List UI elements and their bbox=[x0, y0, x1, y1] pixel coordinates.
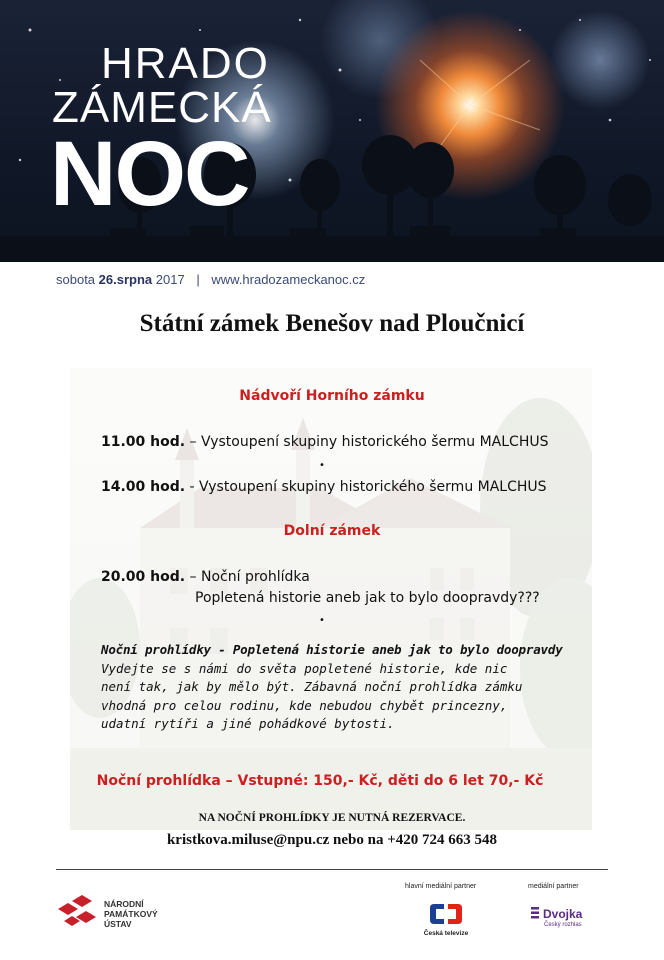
description-line: Vydejte se s námi do světa popletené historie, kde nic bbox=[101, 660, 508, 676]
main-partner-label: hlavní mediální partner bbox=[405, 883, 477, 890]
description-line: vhodná pro celou rodinu, kde nebudou chybět princezny, bbox=[101, 697, 508, 713]
npu-emblem-icon bbox=[56, 895, 100, 931]
event-logo bbox=[0, 0, 300, 262]
logo-line-zamecka: ZÁMECKÁ bbox=[52, 83, 272, 132]
event-year: 2017 bbox=[155, 272, 185, 287]
logo-line-hrado: HRADO bbox=[101, 39, 270, 88]
dvojka-logo bbox=[530, 905, 600, 935]
website-link[interactable]: www.hradozameckanoc.cz bbox=[211, 272, 366, 287]
media-partner-label: mediální partner bbox=[528, 883, 579, 890]
npu-name-line: ÚSTAV bbox=[104, 919, 132, 929]
program-time: 14.00 hod. bbox=[101, 479, 186, 495]
description-line: není tak, jak by mělo být. Zábavná noční prohlídka zámku bbox=[101, 679, 523, 694]
dvojka-emblem-icon bbox=[530, 905, 542, 921]
reservation-note: NA NOČNÍ PROHLÍDKY JE NUTNÁ REZERVACE. bbox=[198, 812, 466, 824]
contact-info[interactable]: kristkova.miluse@npu.cz nebo na +420 724 663 548 bbox=[166, 832, 498, 848]
program-text: - Vystoupení skupiny historického šermu MALCHUS bbox=[185, 479, 547, 495]
program-time: 11.00 hod. bbox=[101, 434, 186, 450]
program-text: – Noční prohlídka bbox=[185, 569, 310, 585]
event-day: sobota bbox=[56, 272, 96, 287]
hero-banner bbox=[0, 0, 664, 262]
program-row-2000-subtitle: Popletená historie aneb jak to bylo doopravdy??? bbox=[195, 590, 540, 606]
npu-name bbox=[104, 899, 158, 929]
tour-description bbox=[101, 641, 565, 734]
bullet-separator: • bbox=[319, 460, 325, 471]
program-row-2000 bbox=[101, 569, 310, 585]
program-text: – Vystoupení skupiny historického šermu MALCHUS bbox=[185, 434, 549, 450]
dvojka-name: Dvojka bbox=[543, 907, 583, 921]
npu-name-line: PAMÁTKOVÝ bbox=[104, 909, 158, 919]
event-date: 26.srpna bbox=[98, 272, 153, 287]
logo-line-noc: NOC bbox=[50, 123, 249, 225]
footer-divider bbox=[56, 869, 608, 870]
dateline-separator: | bbox=[196, 272, 200, 287]
admission-price: Noční prohlídka – Vstupné: 150,- Kč, děti do 6 let 70,- Kč bbox=[96, 773, 544, 789]
npu-name-line: NÁRODNÍ bbox=[104, 899, 144, 909]
event-dateline bbox=[56, 272, 365, 287]
ceska-televize-logo bbox=[420, 900, 472, 940]
dvojka-sub: Český rozhlas bbox=[544, 922, 582, 928]
venue-title: Státní zámek Benešov nad Ploučnicí bbox=[139, 310, 525, 337]
bullet-separator: • bbox=[319, 615, 325, 626]
ct-name: Česká televize bbox=[423, 930, 469, 937]
program-row-1100 bbox=[101, 434, 548, 450]
program-row-1400 bbox=[101, 479, 547, 495]
ct-emblem-icon bbox=[420, 900, 472, 928]
description-heading: Noční prohlídky - Popletená historie aneb jak to bylo doopravdy bbox=[101, 642, 563, 657]
program-time: 20.00 hod. bbox=[101, 569, 186, 585]
npu-logo bbox=[56, 895, 196, 935]
section-title-upper-castle: Nádvoří Horního zámku bbox=[239, 388, 425, 404]
section-title-lower-castle: Dolní zámek bbox=[283, 523, 381, 539]
description-line: udatní rytíři a jiné pohádkové bytosti. bbox=[101, 716, 395, 731]
